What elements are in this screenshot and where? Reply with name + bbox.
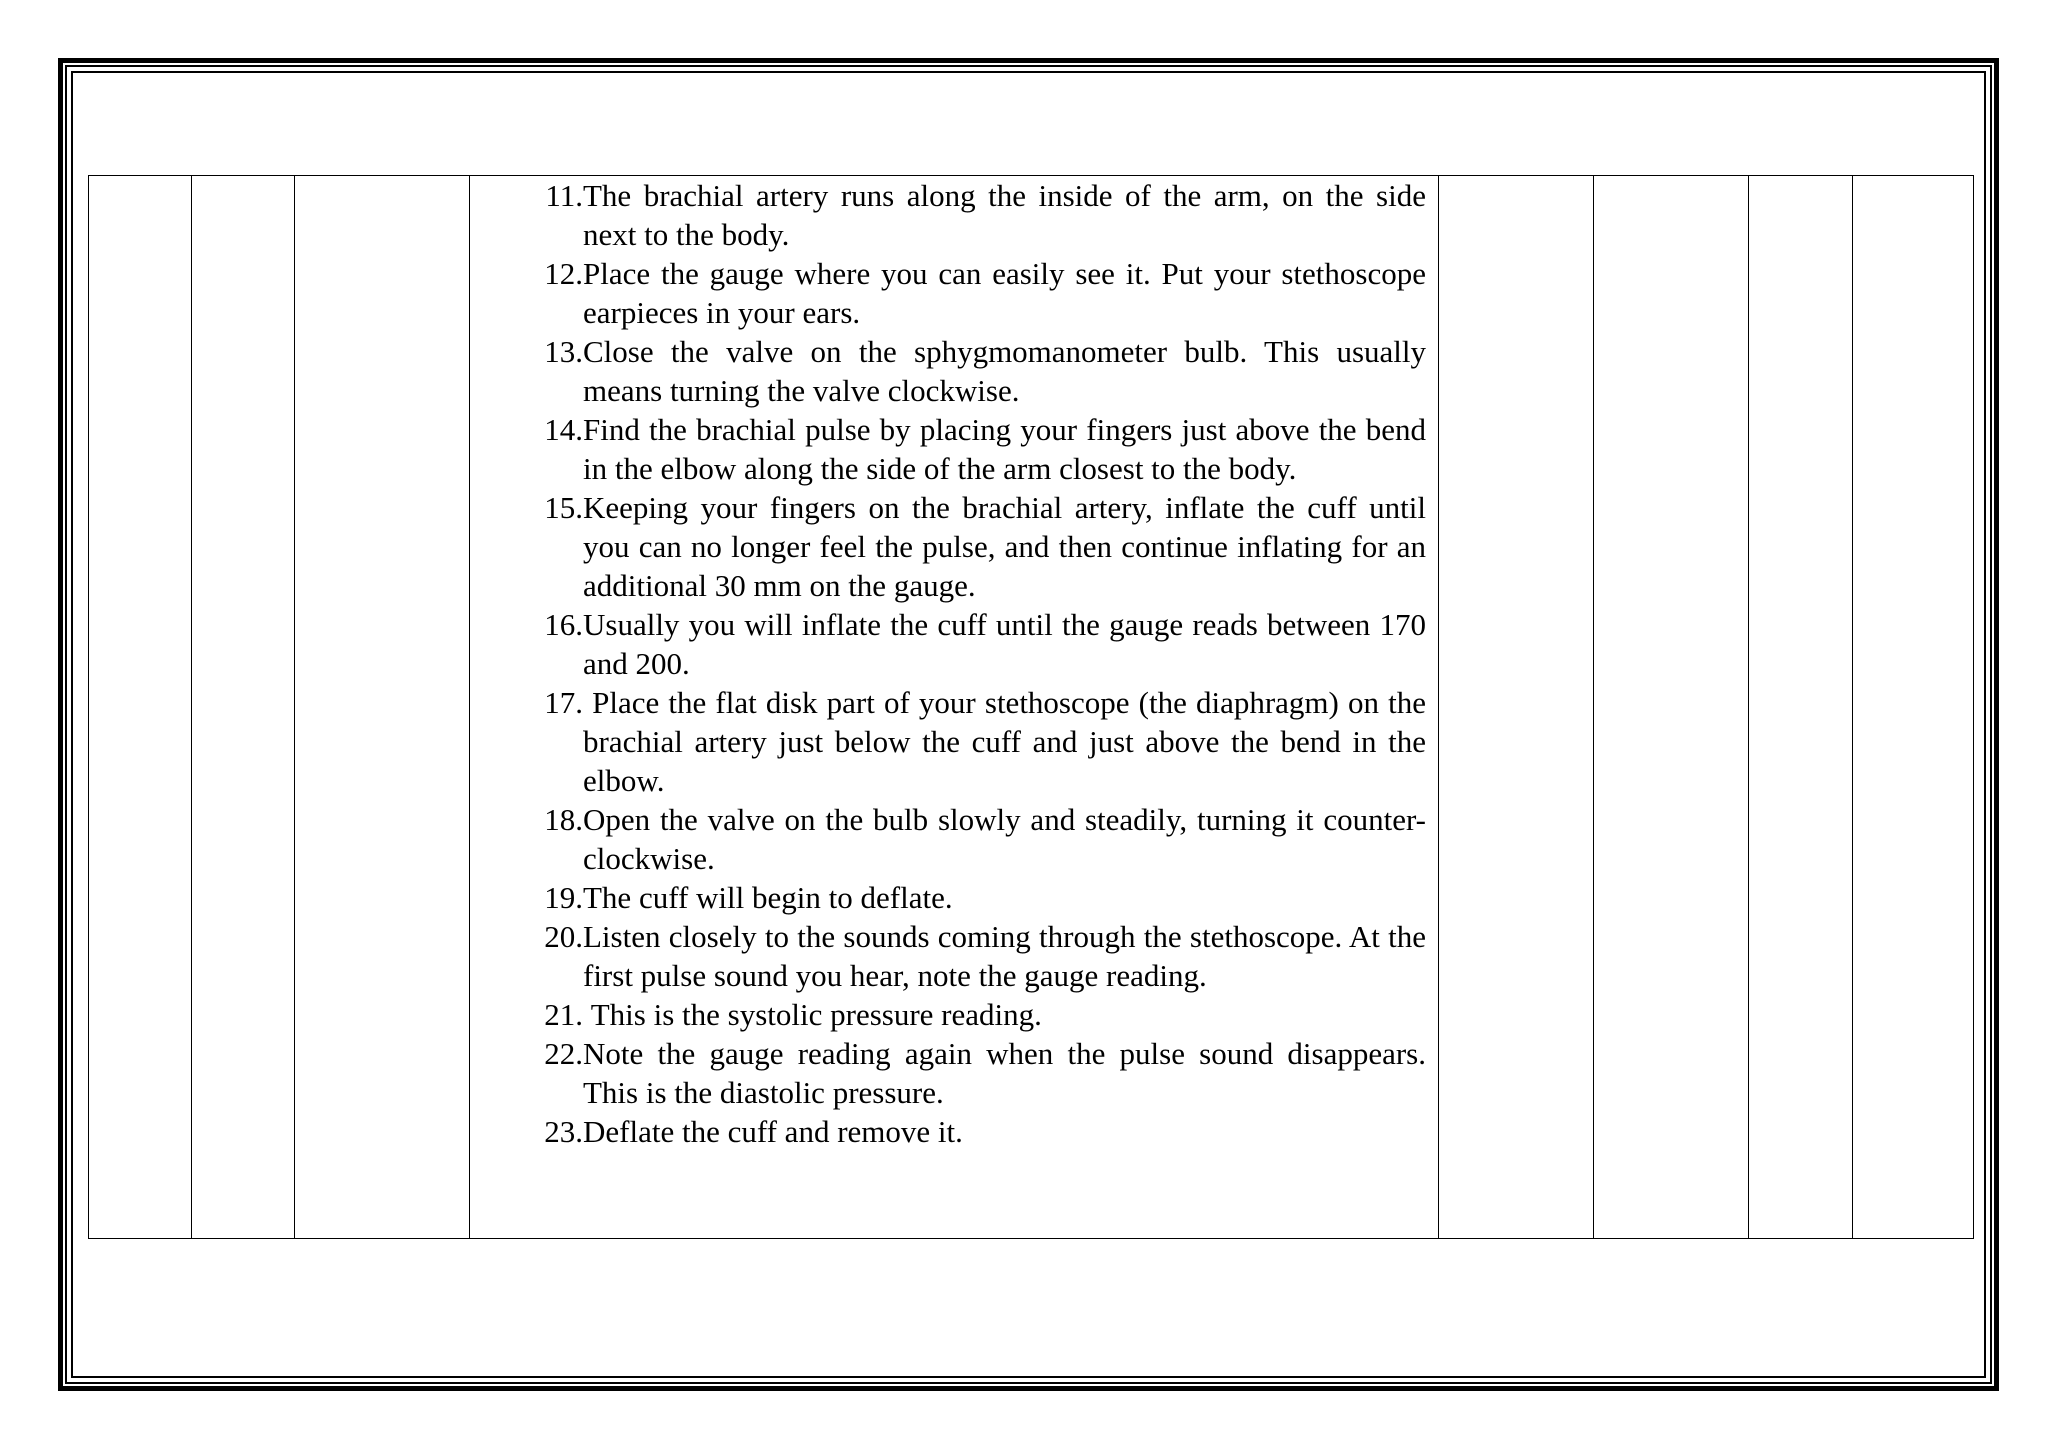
step-text: The brachial artery runs along the inside of the arm, on the side next to the body. <box>583 178 1426 252</box>
list-item <box>470 878 1426 917</box>
list-item <box>470 800 1426 878</box>
table-cell-col1 <box>89 176 192 1239</box>
step-number: 22. <box>544 1036 583 1071</box>
list-item <box>470 683 1426 800</box>
step-text: Deflate the cuff and remove it. <box>583 1114 963 1149</box>
table-cell-col2 <box>192 176 295 1239</box>
step-text: This is the systolic pressure reading. <box>583 997 1042 1032</box>
list-item <box>470 917 1426 995</box>
step-text: Find the brachial pulse by placing your fingers just above the bend in the elbow along the side of the arm closest to the body. <box>583 412 1426 486</box>
list-item <box>470 995 1426 1034</box>
step-text: Place the gauge where you can easily see it. Put your stethoscope earpieces in your ears. <box>583 256 1426 330</box>
step-number: 17. <box>544 685 583 720</box>
list-item <box>470 488 1426 605</box>
step-number: 18. <box>544 802 583 837</box>
step-number: 11. <box>545 178 583 213</box>
table-cell-col5 <box>1439 176 1594 1239</box>
step-number: 16. <box>544 607 583 642</box>
table-cell-col8 <box>1853 176 1974 1239</box>
step-number: 15. <box>544 490 583 525</box>
step-number: 12. <box>544 256 583 291</box>
step-number: 21. <box>544 997 583 1032</box>
list-item <box>470 1034 1426 1112</box>
table-cell-col7 <box>1749 176 1853 1239</box>
list-item <box>470 254 1426 332</box>
list-item <box>470 1112 1426 1151</box>
step-number: 23. <box>544 1114 583 1149</box>
table-cell-col6 <box>1594 176 1749 1239</box>
procedure-steps-cell <box>470 176 1439 1239</box>
step-number: 19. <box>544 880 583 915</box>
list-item <box>470 605 1426 683</box>
step-text: Usually you will inflate the cuff until the gauge reads between 170 and 200. <box>583 607 1426 681</box>
list-item <box>470 410 1426 488</box>
procedure-table <box>88 175 1974 1239</box>
step-text: Keeping your fingers on the brachial artery, inflate the cuff until you can no longer feel the pulse, and then continue inflating for an additional 30 mm on the gauge. <box>583 490 1426 603</box>
step-text: The cuff will begin to deflate. <box>583 880 953 915</box>
step-text: Place the flat disk part of your stethoscope (the diaphragm) on the brachial artery just below the cuff and just above the bend in the elbow. <box>583 685 1426 798</box>
step-text: Note the gauge reading again when the pulse sound disappears. This is the diastolic pressure. <box>583 1036 1426 1110</box>
step-text: Listen closely to the sounds coming through the stethoscope. At the first pulse sound you hear, note the gauge reading. <box>583 919 1426 993</box>
step-number: 13. <box>544 334 583 369</box>
procedure-steps-list <box>470 176 1426 1151</box>
step-number: 14. <box>544 412 583 447</box>
list-item <box>470 332 1426 410</box>
table-row <box>89 176 1974 1239</box>
table-cell-col3 <box>295 176 470 1239</box>
list-item <box>470 176 1426 254</box>
step-text: Close the valve on the sphygmomanometer bulb. This usually means turning the valve clockwise. <box>583 334 1426 408</box>
step-number: 20. <box>544 919 583 954</box>
step-text: Open the valve on the bulb slowly and steadily, turning it counter-clockwise. <box>583 802 1426 876</box>
